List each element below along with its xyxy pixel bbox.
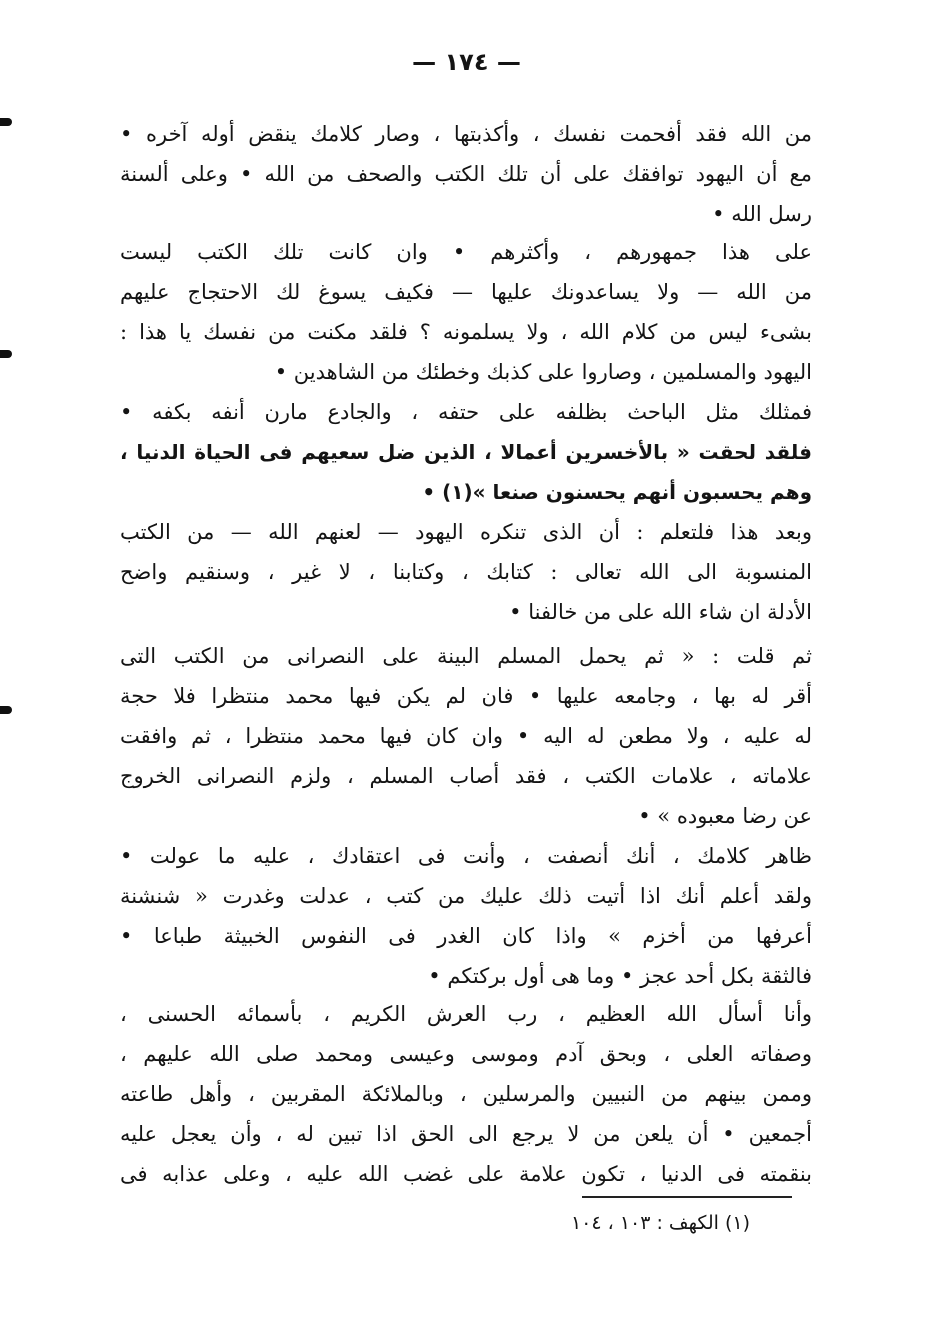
text-line: على هذا جمهورهم ، وأكثرهم • وان كانت تلك الكتب ليست — [120, 240, 812, 264]
text-line: من الله — ولا يساعدونك عليها — فكيف يسوغ لك الاحتجاج عليهم — [120, 280, 812, 304]
text-line: بشىء ليس من كلام الله ، ولا يسلمونه ؟ فلقد مكنت من نفسك يا هذا : — [120, 320, 812, 344]
paragraph — [120, 232, 812, 392]
text-line: فالثقة بكل أحد عجز • وما هى أول بركتكم • — [428, 964, 812, 988]
quran-quote-line: وهم يحسبون أنهم يحسنون صنعا »(١) • — [422, 480, 812, 504]
text-line: فمثلك مثل الباحث بظلفه على حتفه ، والجادع مارن أنفه بكفه • — [120, 400, 812, 424]
text-line: ثم قلت : « ثم يحمل المسلم البينة على النصرانى من الكتب التى — [120, 644, 812, 668]
paragraph — [120, 994, 812, 1194]
paragraph — [120, 512, 812, 632]
text-line: وأنا أسأل الله العظيم ، رب العرش الكريم ، بأسمائه الحسنى ، — [120, 1002, 812, 1026]
footnote: (١) الكهف : ١٠٣ ، ١٠٤ — [570, 1212, 750, 1234]
text-line: وبعد هذا فلتعلم : أن الذى تنكره اليهود — لعنهم الله — من الكتب — [120, 520, 812, 544]
text-line: المنسوبة الى الله تعالى : كتابك ، وكتابنا ، لا غير ، وسنقيم واضح — [120, 560, 812, 584]
scan-margin-mark — [0, 350, 12, 358]
text-line: وصفاته العلى ، وبحق آدم وموسى وعيسى ومحمد صلى الله عليهم ، — [120, 1042, 812, 1066]
text-line: رسل الله • — [712, 202, 812, 226]
text-line: علاماته ، علامات الكتب ، فقد أصاب المسلم ، ولزم النصرانى الخروج — [120, 764, 812, 788]
footnote-divider — [582, 1196, 792, 1198]
text-line: أقر له بها ، وجامعه عليها • فان لم يكن فيها محمد منتظرا فلا حجة — [120, 684, 812, 708]
paragraph — [120, 114, 812, 234]
text-line: وممن بينهم من النبيين والمرسلين ، وبالملائكة المقربين ، وأهل طاعته — [120, 1082, 812, 1106]
scan-margin-mark — [0, 706, 12, 714]
text-line: بنقمته فى الدنيا ، تكون علامة على غضب الله عليه ، وعلى عذابه فى — [120, 1162, 812, 1186]
text-line: ظاهر كلامك ، أنك أنصفت ، وأنت فى اعتقادك ، عليه ما عولت • — [120, 844, 812, 868]
text-line: مع أن اليهود توافقك على أن تلك الكتب والصحف من الله • وعلى ألسنة — [120, 162, 812, 186]
paragraph — [120, 392, 812, 512]
text-line: أجمعين • أن يلعن من لا يرجع الى الحق اذا تبين له ، وأن يعجل عليه — [120, 1122, 812, 1146]
text-line: له عليه ، ولا مطعن له اليه • وان كان فيها محمد منتظرا ، ثم وافقت — [120, 724, 812, 748]
quran-quote-line: فلقد لحقت « بالأخسرين أعمالا ، الذين ضل سعيهم فى الحياة الدنيا ، — [120, 440, 812, 464]
page-number: — ١٧٤ — — [412, 48, 521, 76]
text-line: من الله فقد أفحمت نفسك ، وأكذبتها ، وصار كلامك ينقض أوله آخره • — [120, 122, 812, 146]
paragraph — [120, 636, 812, 836]
text-line: عن رضا معبوده » • — [638, 804, 812, 828]
paragraph — [120, 836, 812, 996]
text-line: ولقد أعلم أنك اذا أتيت ذلك عليك من كتب ، عدلت وغدرت « شنشنة — [120, 884, 812, 908]
text-line: اليهود والمسلمين ، وصاروا على كذبك وخطئك من الشاهدين • — [274, 360, 812, 384]
text-line: الأدلة ان شاء الله على من خالفنا • — [509, 600, 812, 624]
scan-margin-mark — [0, 118, 12, 126]
text-line: أعرفها من أخزم » واذا كان الغدر فى النفوس الخبيثة طباعا • — [120, 924, 812, 948]
